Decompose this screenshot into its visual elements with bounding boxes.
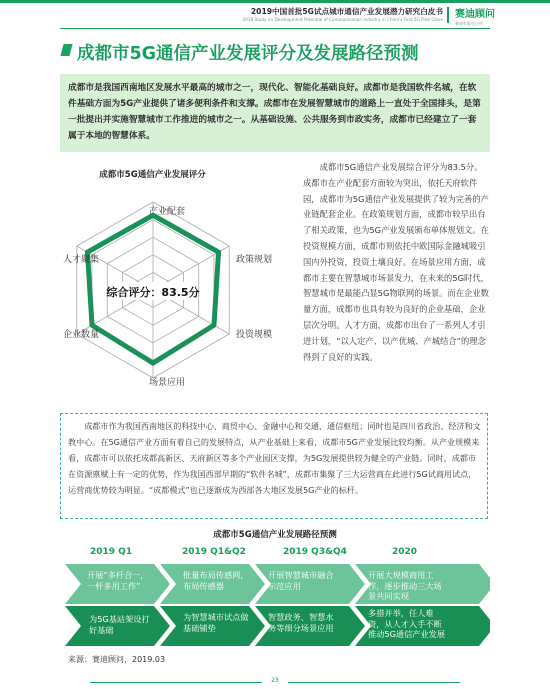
radar-axis-label: 人才聚集 bbox=[63, 255, 100, 265]
radar-center-label: 综合评分：83.5分 bbox=[106, 286, 200, 299]
section-title: 成都市5G通信产业发展评分及发展路径预测 bbox=[77, 44, 419, 64]
step-top-text: 开展智慧城市融合示范应用 bbox=[268, 570, 334, 591]
publisher-logo bbox=[455, 5, 495, 27]
radar-axis-label: 企业数量 bbox=[63, 330, 100, 340]
step-bottom-text: 智慧政务、智慧水务等细分场景应用 bbox=[268, 612, 334, 633]
step-bottom-text: 为智慧城市试点做基础铺垫 bbox=[183, 612, 249, 633]
radar-axis-label: 场景应用 bbox=[149, 378, 186, 388]
step-top-text: 开展大规模商用工作，逐步推动三大场景共同实现 bbox=[368, 570, 442, 601]
radar-chart-title: 成都市5G通信产业发展评分 bbox=[99, 170, 206, 180]
period-label: 2020 bbox=[392, 547, 418, 557]
step-bottom-text: 多措并举，任人难资，从人才入手不断推动5G通信产业发展 bbox=[368, 608, 446, 639]
step-top-text: 开展“多杆合一，一杆多用工作” bbox=[87, 570, 149, 591]
section-marker-icon bbox=[60, 44, 72, 56]
radar-axis-label: 投资规模 bbox=[236, 330, 273, 340]
step-bottom-text: 为5G基站架设打好基础 bbox=[89, 614, 150, 635]
report-subtitle: 2019 Study on Development Potential of Communication Industry in China's First 5G Pilot Cities bbox=[242, 17, 443, 22]
analysis-text: 成都市作为我国西南地区的科技中心、商贸中心、金融中心和交通、通信枢纽；同时也是四川省政治、经济和文教中心。在5G通信产业方面有着自己的发展特点，从产业基础上来看，成都市5G产业发展比较均衡。从产业规模来看，成都市可以依托成都高新区、天府新区等多个产业园区支撑，为5G发展提供较为健全的产业链。同时，成都市在资源禀赋上有一定的优势，作为我国西部早期的“软件名城”，成都市集聚了三大运营商在此进行5G试商用试点，运营商优势较为明显。“成都模式”也已逐渐成为西部各大地区发展5G产业的标杆。 bbox=[68, 421, 481, 495]
score-description: 成都市5G通信产业发展综合评分为83.5分。成都市在产业配套方面较为突出，依托天府软件园，成都市为5G通信产业发展提供了较为完善的产业链配套企业。在政策规划方面，成都市较早出台了相关政策，也为5G产业发展颁布单体规划文。在投资规模方面，成都市则依托中欧国际金融城吸引国内外投资，投资土壤良好。在场景应用方面，成都市主要在智慧城市场景发力，在未来的5G时代，智慧城市是最能凸显5G物联网的场景。而在企业数量方面，成都市也具有较为良好的企业基础，企业层次分明。人才方面，成都市出台了一系列人才引进计划，“以人定产、以产优城、产城结合”的理念得到了良好的实践。 bbox=[303, 162, 489, 362]
source-note: 来源：赛迪顾问，2019.03 bbox=[68, 655, 166, 664]
period-label: 2019 Q3&Q4 bbox=[283, 547, 347, 557]
report-title: 2019中国首批5G试点城市通信产业发展潜力研究白皮书 bbox=[250, 7, 443, 16]
radar-axis-label: 产业配套 bbox=[149, 207, 186, 217]
header-divider bbox=[447, 7, 449, 23]
logo-tagline: 赛迪有限会计所 bbox=[455, 21, 483, 26]
header-rule bbox=[60, 28, 490, 29]
radar-axis-label: 政策规划 bbox=[236, 255, 273, 265]
period-label: 2019 Q1 bbox=[90, 547, 133, 557]
step-top-text: 批量布局传感网，布局传感器 bbox=[183, 570, 249, 591]
page-number: 23 bbox=[262, 677, 288, 684]
period-label: 2019 Q1&Q2 bbox=[182, 547, 246, 557]
header-top-line bbox=[0, 0, 550, 3]
logo-name: 赛迪顾问 bbox=[455, 9, 495, 20]
intro-text: 成都市是我国西南地区发展水平最高的城市之一，现代化、智能化基础良好。成都市是我国软件名城，在软件基础方面为5G产业提供了诸多便利条件和支撑。成都市在发展智慧城市的道路上一直处于全国排头，是第一批提出并实施智慧城市工作推进的城市之一。从基础设施、公共服务到市政实务，成都市已经建立了一套属于本地的智慧体系。 bbox=[68, 83, 481, 141]
path-chart-title: 成都市5G通信产业发展路径预测 bbox=[213, 530, 337, 540]
